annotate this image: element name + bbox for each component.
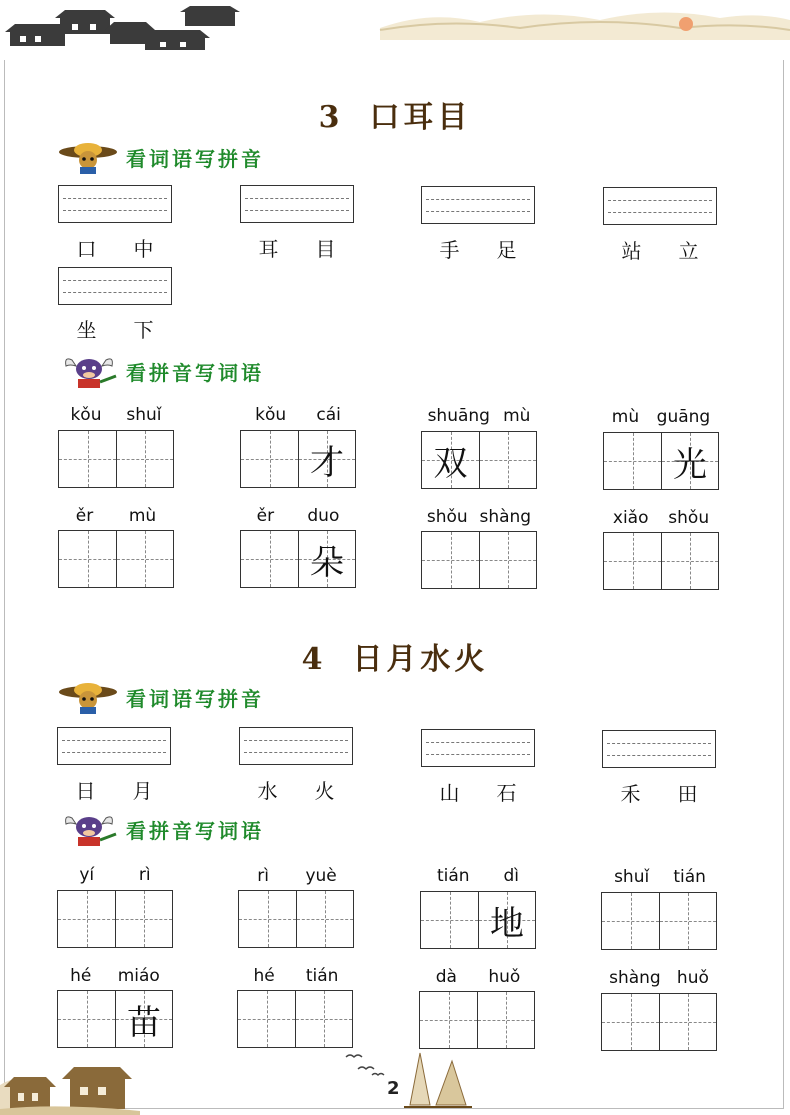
pinyin-syllable: shǒu [426,507,468,527]
grid-char [478,992,534,1048]
pinyin-syllable: tián [305,966,339,986]
grid-cell[interactable] [115,891,172,947]
grid-cell[interactable] [116,431,173,487]
word-char: 火 [314,779,335,803]
character-grid[interactable] [601,993,717,1051]
grid-cell[interactable] [238,991,295,1047]
pinyin-label [421,507,537,527]
word-char: 手 [439,238,460,262]
pinyin-syllable: shuǐ [614,867,650,887]
pinyin-label [238,966,354,986]
pinyin-syllable: duo [307,506,340,526]
word-char: 坐 [76,318,97,342]
character-grid[interactable] [421,531,537,589]
word-char: 立 [678,239,699,263]
pinyin-write-box[interactable] [421,729,535,767]
pinyin-syllable: mù [611,407,640,427]
word-label [240,233,354,262]
pinyin-label [58,405,174,425]
pinyin-syllable: yuè [305,866,337,886]
character-grid[interactable] [58,530,174,588]
pinyin-syllable: kǒu [255,405,287,425]
pinyin-syllable: rì [138,865,151,885]
pinyin-syllable: shàng [609,968,661,988]
pinyin-write-box[interactable] [602,730,716,768]
pinyin-syllable: shǒu [668,508,710,528]
pinyin-label [420,866,536,886]
pinyin-syllable: dà [435,967,457,987]
pinyin-label [57,865,173,885]
grid-cell[interactable] [295,991,352,1047]
word-char: 目 [315,237,336,261]
pinyin-syllable: tián [436,866,470,886]
grid-char: 苗 [127,1002,161,1043]
character-grid[interactable] [419,991,535,1049]
top-decoration-illustration [0,0,790,60]
pinyin-label [57,966,173,986]
pinyin-label [603,407,719,427]
pinyin-syllable: huǒ [488,967,521,987]
grid-char [117,431,173,487]
grid-char [662,533,718,589]
character-grid[interactable] [420,891,536,949]
grid-cell[interactable] [58,991,115,1047]
character-grid[interactable] [58,430,174,488]
grid-cell[interactable] [239,891,296,947]
word-char: 田 [677,782,698,806]
grid-cell[interactable] [115,991,172,1047]
pinyin-syllable: yí [79,865,95,885]
grid-char [480,432,536,488]
grid-cell[interactable] [604,533,661,589]
lesson-4-section-1-label: 看词语写拼音 [126,686,264,711]
grid-char [58,891,115,947]
word-char: 中 [133,237,154,261]
character-grid[interactable] [603,532,719,590]
lesson-4-number: 4 [301,642,327,677]
grid-char [602,994,659,1050]
grid-char [59,431,116,487]
grid-char [241,431,298,487]
grid-char [660,893,716,949]
grid-char [660,994,716,1050]
grid-cell[interactable] [477,992,534,1048]
pinyin-syllable: guāng [656,407,711,427]
ox-figure-icon [58,812,120,846]
pinyin-syllable: mù [128,506,157,526]
grid-cell[interactable] [659,994,716,1050]
grid-cell[interactable] [58,891,115,947]
grid-cell[interactable] [116,531,173,587]
pinyin-label [601,968,717,988]
grid-char [58,991,115,1047]
grid-char [239,891,296,947]
pinyin-write-box[interactable] [603,187,717,225]
grid-char [422,532,479,588]
lesson-3-section-2-header [58,354,264,388]
word-char: 水 [257,779,278,803]
word-char: 耳 [258,237,279,261]
grid-cell[interactable] [478,892,535,948]
grid-char [421,892,478,948]
grid-cell[interactable] [422,432,479,488]
pinyin-syllable: xiǎo [612,508,649,528]
pinyin-label [602,867,718,887]
grid-cell[interactable] [296,891,353,947]
grid-cell[interactable] [241,531,298,587]
grid-char: 才 [310,442,344,483]
grid-cell[interactable] [421,892,478,948]
lesson-4-title-text: 日月水火 [352,642,489,677]
grid-cell[interactable] [661,533,718,589]
pinyin-syllable: kǒu [70,405,102,425]
grid-char: 朵 [310,542,344,583]
grid-char: 光 [673,444,707,485]
grid-cell[interactable] [241,431,298,487]
pinyin-label [603,508,719,528]
grid-cell[interactable] [298,431,355,487]
word-char: 口 [76,237,97,261]
grid-char: 双 [433,443,468,484]
grid-cell[interactable] [602,994,659,1050]
pinyin-syllable: rì [257,866,269,886]
word-label [421,777,535,806]
grid-cell[interactable] [420,992,477,1048]
character-grid[interactable] [603,432,719,490]
word-char: 石 [496,781,517,805]
pinyin-syllable: hé [253,966,275,986]
pinyin-label [240,405,356,425]
lesson-3-section-1-label: 看词语写拼音 [126,146,264,171]
word-char: 禾 [620,782,641,806]
word-label [239,775,353,804]
grid-cell[interactable] [479,532,536,588]
hat-figure-icon [58,680,120,714]
word-label [603,235,717,264]
grid-char [116,891,172,947]
lesson-3-number: 3 [318,100,344,135]
pinyin-label [239,866,355,886]
grid-char [420,992,477,1048]
pinyin-syllable: miáo [117,966,160,986]
grid-cell[interactable] [479,432,536,488]
pinyin-write-box[interactable] [58,185,172,223]
word-label [58,314,172,343]
word-label [57,775,171,804]
grid-char [604,533,661,589]
pinyin-label [421,406,537,426]
word-label [602,778,716,807]
lesson-3-title [0,92,790,136]
character-grid[interactable] [601,892,717,950]
word-char: 山 [439,781,460,805]
grid-cell[interactable] [661,433,718,489]
pinyin-syllable: mù [503,406,531,426]
grid-char: 地 [490,903,524,944]
pinyin-syllable: shàng [479,507,532,527]
lesson-3-title-text: 口耳目 [369,100,472,135]
pinyin-syllable: cái [316,405,341,425]
pinyin-label [58,506,174,526]
pinyin-write-box[interactable] [421,186,535,224]
pinyin-write-box[interactable] [240,185,354,223]
pinyin-write-box[interactable] [239,727,353,765]
pinyin-syllable: hé [70,966,92,986]
character-grid[interactable] [57,990,173,1048]
pinyin-syllable: ěr [75,506,94,526]
lesson-3-section-2-label: 看拼音写词语 [126,360,264,385]
grid-char [602,893,659,949]
pinyin-syllable: ěr [256,506,275,526]
lesson-3-section-1-header [58,140,264,174]
pinyin-write-box[interactable] [57,727,171,765]
character-grid[interactable] [240,530,356,588]
lesson-4-title [0,634,790,678]
grid-cell[interactable] [604,433,661,489]
word-char: 下 [133,318,154,342]
grid-char [296,991,352,1047]
pinyin-syllable: dì [503,866,520,886]
character-grid[interactable] [237,990,353,1048]
grid-cell[interactable] [298,531,355,587]
hat-figure-icon [58,140,120,174]
pinyin-write-box[interactable] [58,267,172,305]
character-grid[interactable] [240,430,356,488]
character-grid[interactable] [238,890,354,948]
grid-cell[interactable] [422,532,479,588]
grid-cell[interactable] [602,893,659,949]
pinyin-syllable: shuāng [427,406,490,426]
character-grid[interactable] [421,431,537,489]
grid-char [604,433,661,489]
pinyin-syllable: tián [673,867,706,887]
page-number: 2 [387,1078,400,1099]
grid-cell[interactable] [659,893,716,949]
grid-cell[interactable] [59,531,116,587]
lesson-4-section-1-header [58,680,264,714]
ox-figure-icon [58,354,120,388]
lesson-4-section-2-label: 看拼音写词语 [126,818,264,843]
word-char: 站 [621,239,642,263]
pinyin-syllable: huǒ [676,968,709,988]
pinyin-label [240,506,356,526]
grid-char [241,531,298,587]
word-char: 足 [496,238,517,262]
character-grid[interactable] [57,890,173,948]
grid-char [117,531,173,587]
pinyin-syllable: shuǐ [126,405,162,425]
grid-char [480,532,536,588]
grid-char [297,891,353,947]
word-char: 日 [75,779,96,803]
grid-char [238,991,295,1047]
pinyin-label [420,967,536,987]
grid-cell[interactable] [59,431,116,487]
lesson-4-section-2-header [58,812,264,846]
word-char: 月 [132,779,153,803]
word-label [421,234,535,263]
grid-char [59,531,116,587]
word-label [58,233,172,262]
